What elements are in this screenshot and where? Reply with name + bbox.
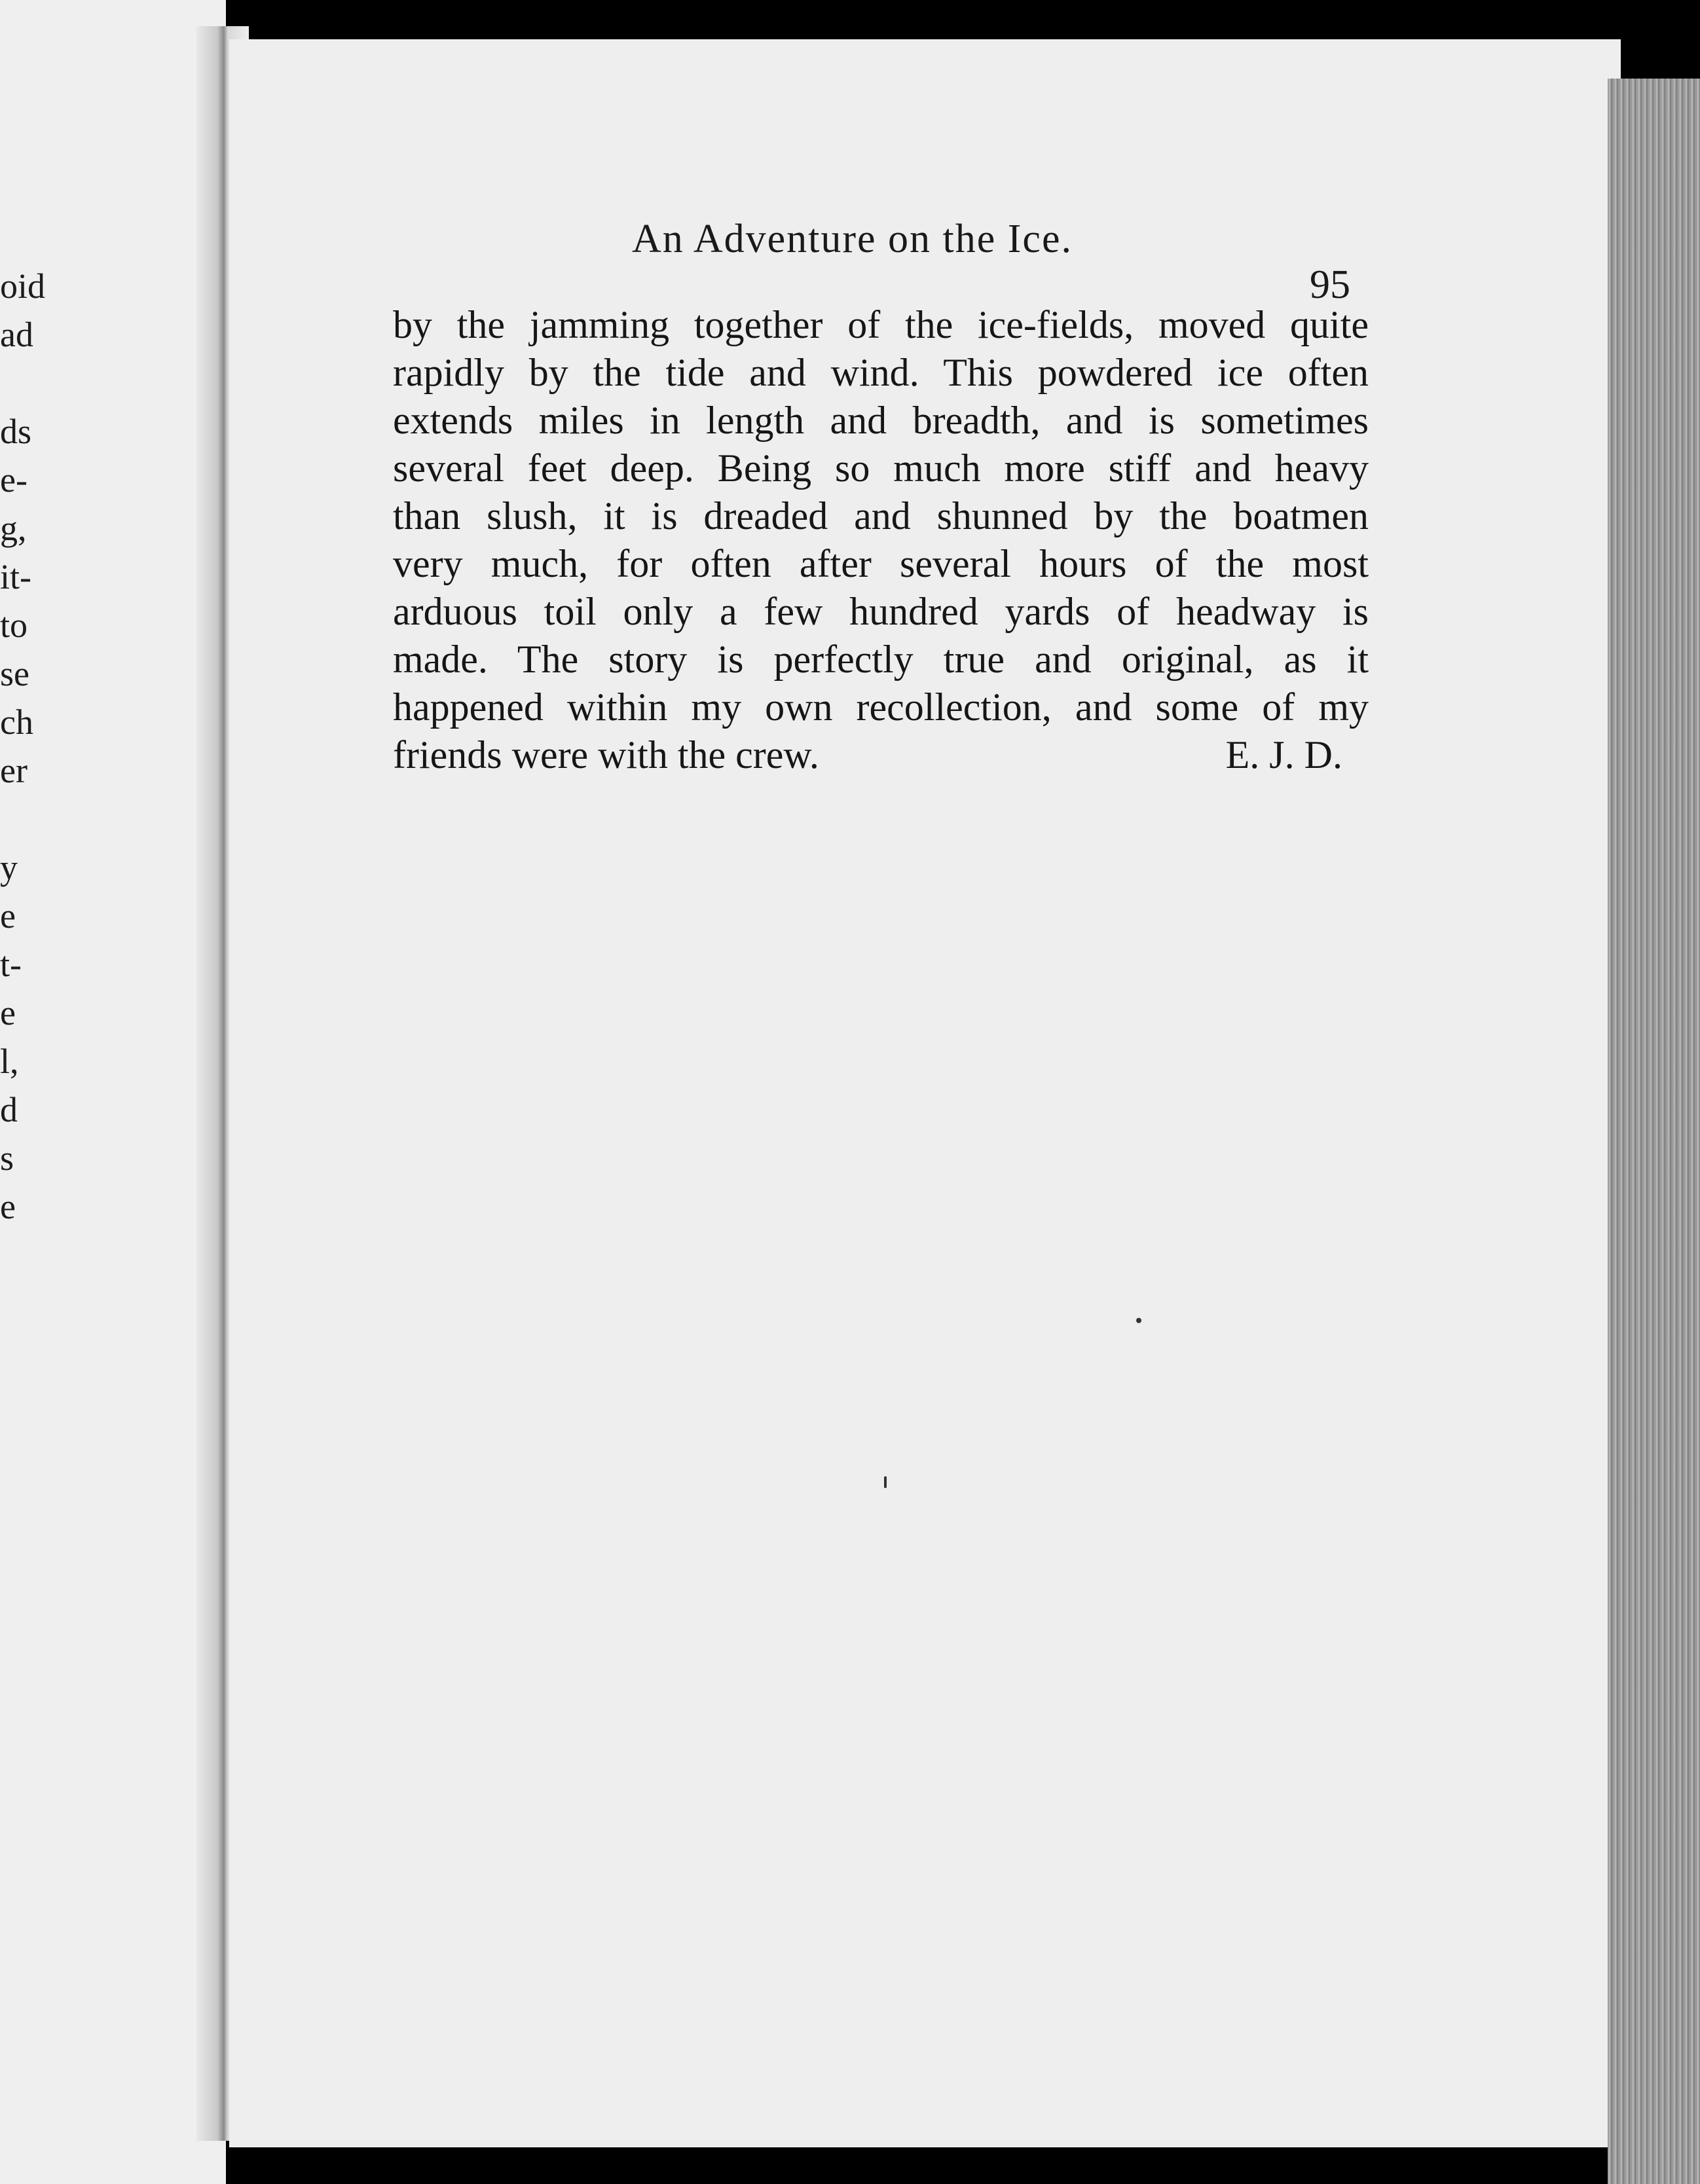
left-fragment: l, [0,1042,19,1081]
left-fragment: ds [0,412,32,451]
left-fragment: y [0,848,18,887]
page-block-edge [1608,79,1700,2184]
left-page-text-fragments [0,262,65,1231]
left-fragment: e [0,993,16,1032]
final-line-text: friends were with the crew. [393,733,819,776]
left-fragment: ad [0,315,33,354]
left-fragment: d [0,1090,18,1129]
left-fragment: it- [0,557,31,596]
scan-speck [1136,1318,1141,1323]
author-signature: E. J. D. [1225,733,1342,776]
left-fragment: oid [0,266,46,306]
text-line: several feet deep. Being so much more stiff and heavy [393,446,1369,490]
text-line: happened within my own recollection, and some of my [393,685,1369,729]
body-paragraph [393,301,1369,779]
left-facing-page [0,0,226,2184]
left-fragment: ch [0,702,33,742]
running-header [393,196,1375,307]
text-line: made. The story is perfectly true and original, as it [393,638,1369,681]
left-fragment: t- [0,945,22,984]
left-fragment [0,795,65,843]
scan-speck [884,1476,887,1488]
running-title: An Adventure on the Ice. [632,217,1073,261]
page-number: 95 [1310,263,1350,307]
left-fragment: g, [0,509,27,548]
left-fragment: er [0,751,28,790]
text-line: rapidly by the tide and wind. This powdered ice often [393,351,1369,394]
text-line: extends miles in length and breadth, and is sometimes [393,399,1369,442]
text-line-final [393,731,1369,779]
left-fragment: e [0,896,16,936]
left-fragment: s [0,1138,14,1178]
left-fragment: se [0,654,29,693]
left-fragment [0,359,65,407]
text-line: by the jamming together of the ice-fields, moved quite [393,303,1369,346]
left-fragment: to [0,606,28,645]
left-fragment: e [0,1187,16,1226]
text-line: than slush, it is dreaded and shunned by the boatmen [393,494,1369,537]
text-line: arduous toil only a few hundred yards of headway is [393,590,1369,633]
text-line: very much, for often after several hours of the most [393,542,1369,585]
left-fragment: e- [0,460,28,500]
